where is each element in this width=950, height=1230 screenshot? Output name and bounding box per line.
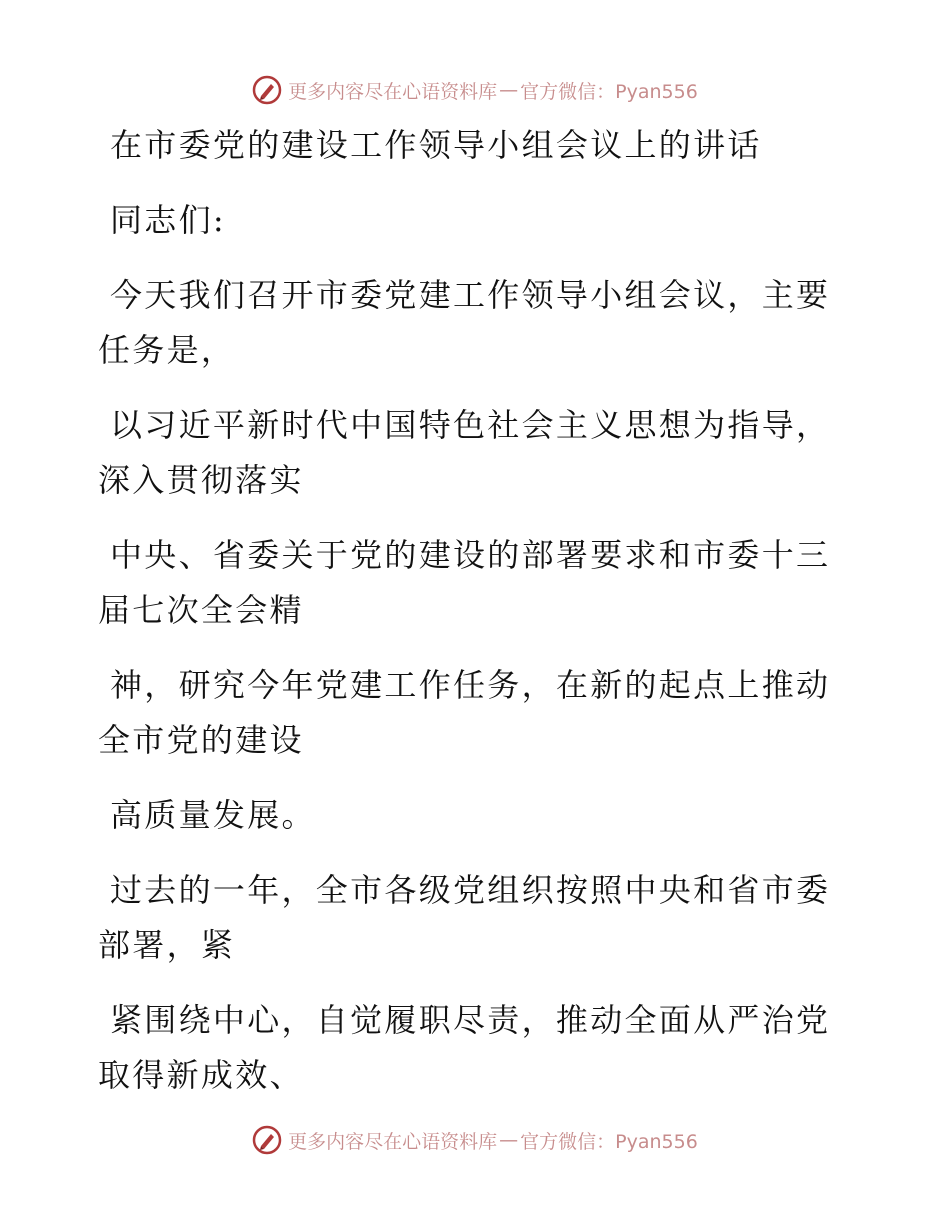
paragraph [98,118,838,173]
pen-logo-icon [252,1125,282,1155]
paragraph-line: 今天我们召开市委党建工作领导小组会议，主要 [110,276,831,314]
document-body [98,118,838,1123]
paragraph-line: 中央、省委关于党的建设的部署要求和市委十三 [110,536,831,574]
paragraph-line: 紧围绕中心，自觉履职尽责，推动全面从严治党 [110,1001,831,1039]
paragraph [98,268,838,378]
watermark-left-text: 更多内容尽在心语资料库 [288,80,498,103]
watermark-right-text: 官方微信：Pyan556 [520,80,698,103]
paragraph [98,528,838,638]
paragraph-line: 同志们: [110,201,226,239]
paragraph [98,193,838,248]
paragraph-line: 深入贯彻落实 [98,461,304,499]
paragraph [98,863,838,973]
header-watermark [0,70,950,110]
paragraph-line: 取得新成效、 [98,1056,304,1094]
pen-logo-icon [252,75,282,105]
watermark-separator: — [499,1129,519,1151]
paragraph [98,993,838,1103]
paragraph-line: 全市党的建设 [98,721,304,759]
footer-watermark [0,1120,950,1160]
paragraph-line: 以习近平新时代中国特色社会主义思想为指导， [110,406,831,444]
watermark-separator: — [499,79,519,101]
paragraph-line: 过去的一年，全市各级党组织按照中央和省市委 [110,871,831,909]
paragraph-line: 届七次全会精 [98,591,304,629]
paragraph-line: 部署，紧 [98,926,236,964]
paragraph-line: 神，研究今年党建工作任务，在新的起点上推动 [110,666,831,704]
paragraph-line: 任务是， [98,331,236,369]
paragraph-line: 高质量发展。 [110,796,316,834]
paragraph [98,658,838,768]
paragraph-line: 在市委党的建设工作领导小组会议上的讲话 [110,126,762,164]
watermark-left-text: 更多内容尽在心语资料库 [288,1130,498,1153]
watermark-right-text: 官方微信：Pyan556 [520,1130,698,1153]
paragraph [98,398,838,508]
paragraph [98,788,838,843]
